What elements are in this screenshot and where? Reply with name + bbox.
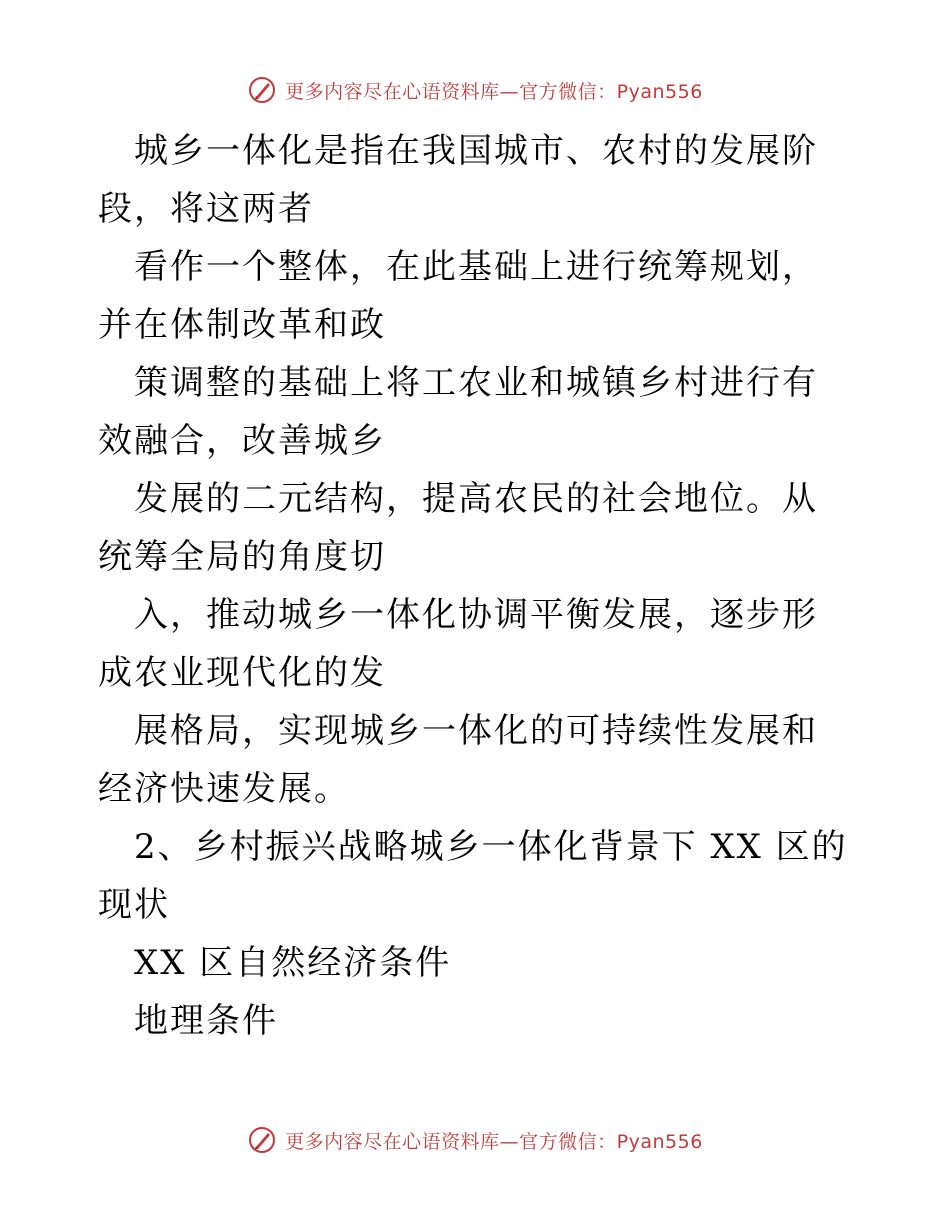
paragraph: 看作一个整体，在此基础上进行统筹规划，并在体制改革和政 <box>98 247 818 345</box>
document-body <box>98 122 852 1050</box>
paragraph: 城乡一体化是指在我国城市、农村的发展阶段，将这两者 <box>98 131 818 229</box>
feather-pen-logo-icon <box>247 75 277 105</box>
subsection-heading: XX 区自然经济条件 <box>134 943 452 983</box>
watermark-header <box>0 72 950 108</box>
feather-pen-logo-icon <box>247 1125 277 1155</box>
paragraph: 入，推动城乡一体化协调平衡发展，逐步形成农业现代化的发 <box>98 595 818 693</box>
subsection-heading: 地理条件 <box>134 1001 278 1041</box>
paragraph: 发展的二元结构，提高农民的社会地位。从统筹全局的角度切 <box>98 479 818 577</box>
watermark-footer <box>0 1122 950 1158</box>
paragraph: 展格局，实现城乡一体化的可持续性发展和经济快速发展。 <box>98 711 818 809</box>
section-heading: 2、乡村振兴战略城乡一体化背景下 XX 区的现状 <box>98 827 848 925</box>
watermark-text: 更多内容尽在心语资料库—官方微信：Pyan556 <box>285 80 703 103</box>
watermark-text: 更多内容尽在心语资料库—官方微信：Pyan556 <box>285 1130 703 1153</box>
paragraph: 策调整的基础上将工农业和城镇乡村进行有效融合，改善城乡 <box>98 363 818 461</box>
